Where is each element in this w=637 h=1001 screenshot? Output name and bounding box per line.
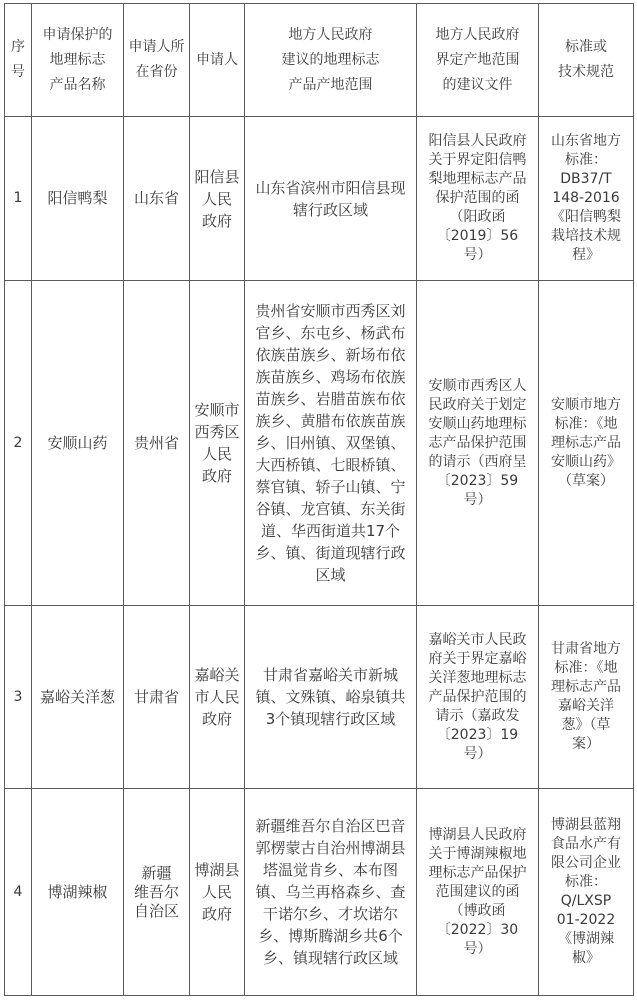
production-area: 山东省滨州市阳信县现 辖行政区域 [245,117,417,281]
table-row [5,789,634,996]
header-document: 地方人民政府 界定产地范围 的建议文件 [417,4,539,117]
row-no: 4 [5,789,32,996]
table-row [5,281,634,606]
applicant: 博湖县 人民 政府 [190,789,245,996]
province: 甘肃省 [124,606,190,789]
proposal-document: 阳信县人民政府 关于界定阳信鸭 梨地理标志产品 保护范围的函 （阳政函 〔2019〕56 号） [417,117,539,281]
province: 新疆 维吾尔 自治区 [124,789,190,996]
standard: 山东省地方 标准： DB37/T 148-2016 《阳信鸭梨 栽培技术规 程》 [539,117,634,281]
applicant: 嘉峪关 市人民 政府 [190,606,245,789]
table-row [5,606,634,789]
applicant: 安顺市 西秀区 人民 政府 [190,281,245,606]
header-row [5,4,634,117]
standard: 甘肃省地方 标准：《地 理标志产品 嘉峪关洋 葱》（草 案） [539,606,634,789]
standard: 安顺市地方 标准：《地 理标志产品 安顺山药》 （草案） [539,281,634,606]
geographic-indication-table [4,3,634,996]
product-name: 阳信鸭梨 [32,117,124,281]
header-applicant: 申请人 [190,4,245,117]
product-name: 安顺山药 [32,281,124,606]
header-standard: 标准或 技术规范 [539,4,634,117]
applicant: 阳信县 人民 政府 [190,117,245,281]
product-name: 嘉峪关洋葱 [32,606,124,789]
header-province: 申请人所 在省份 [124,4,190,117]
proposal-document: 博湖县人民政府 关于博湖辣椒地 理标志产品保护 范围建议的函 （博政函 〔2022〕30 号） [417,789,539,996]
production-area: 新疆维吾尔自治区巴音 郭楞蒙古自治州博湖县 塔温觉肯乡、本布图 镇、乌兰再格森乡、查 干诺尔乡、才坎诺尔 乡、博斯腾湖乡共6个 乡、镇现辖行政区域 [245,789,417,996]
product-name: 博湖辣椒 [32,789,124,996]
production-area: 贵州省安顺市西秀区刘 官乡、东屯乡、杨武布 依族苗族乡、新场布依 族苗族乡、鸡场布依族 苗族乡、岩腊苗族布依 族乡、黄腊布依族苗族 乡、旧州镇、双堡镇、 大西桥镇、七眼桥镇、 蔡官镇、轿子山镇、宁 谷镇、龙宫镇、东关街 道、华西街道共17个 乡、镇、街道现辖行政 区域 [245,281,417,606]
header-no: 序 号 [5,4,32,117]
row-no: 1 [5,117,32,281]
table-row [5,117,634,281]
header-product: 申请保护的 地理标志 产品名称 [32,4,124,117]
proposal-document: 安顺市西秀区人 民政府关于划定 安顺山药地理标 志产品保护范围 的请示（西府呈 〔2023〕59 号） [417,281,539,606]
standard: 博湖县蓝翔 食品水产有 限公司企业 标准： Q/LXSP 01-2022 《博湖辣 椒》 [539,789,634,996]
row-no: 2 [5,281,32,606]
row-no: 3 [5,606,32,789]
production-area: 甘肃省嘉峪关市新城 镇、文殊镇、峪泉镇共 3个镇现辖行政区域 [245,606,417,789]
proposal-document: 嘉峪关市人民政 府关于界定嘉峪 关洋葱地理标志 产品保护范围的 请示（嘉政发 〔2023〕19 号） [417,606,539,789]
province: 贵州省 [124,281,190,606]
header-area: 地方人民政府 建议的地理标志 产品产地范围 [245,4,417,117]
province: 山东省 [124,117,190,281]
